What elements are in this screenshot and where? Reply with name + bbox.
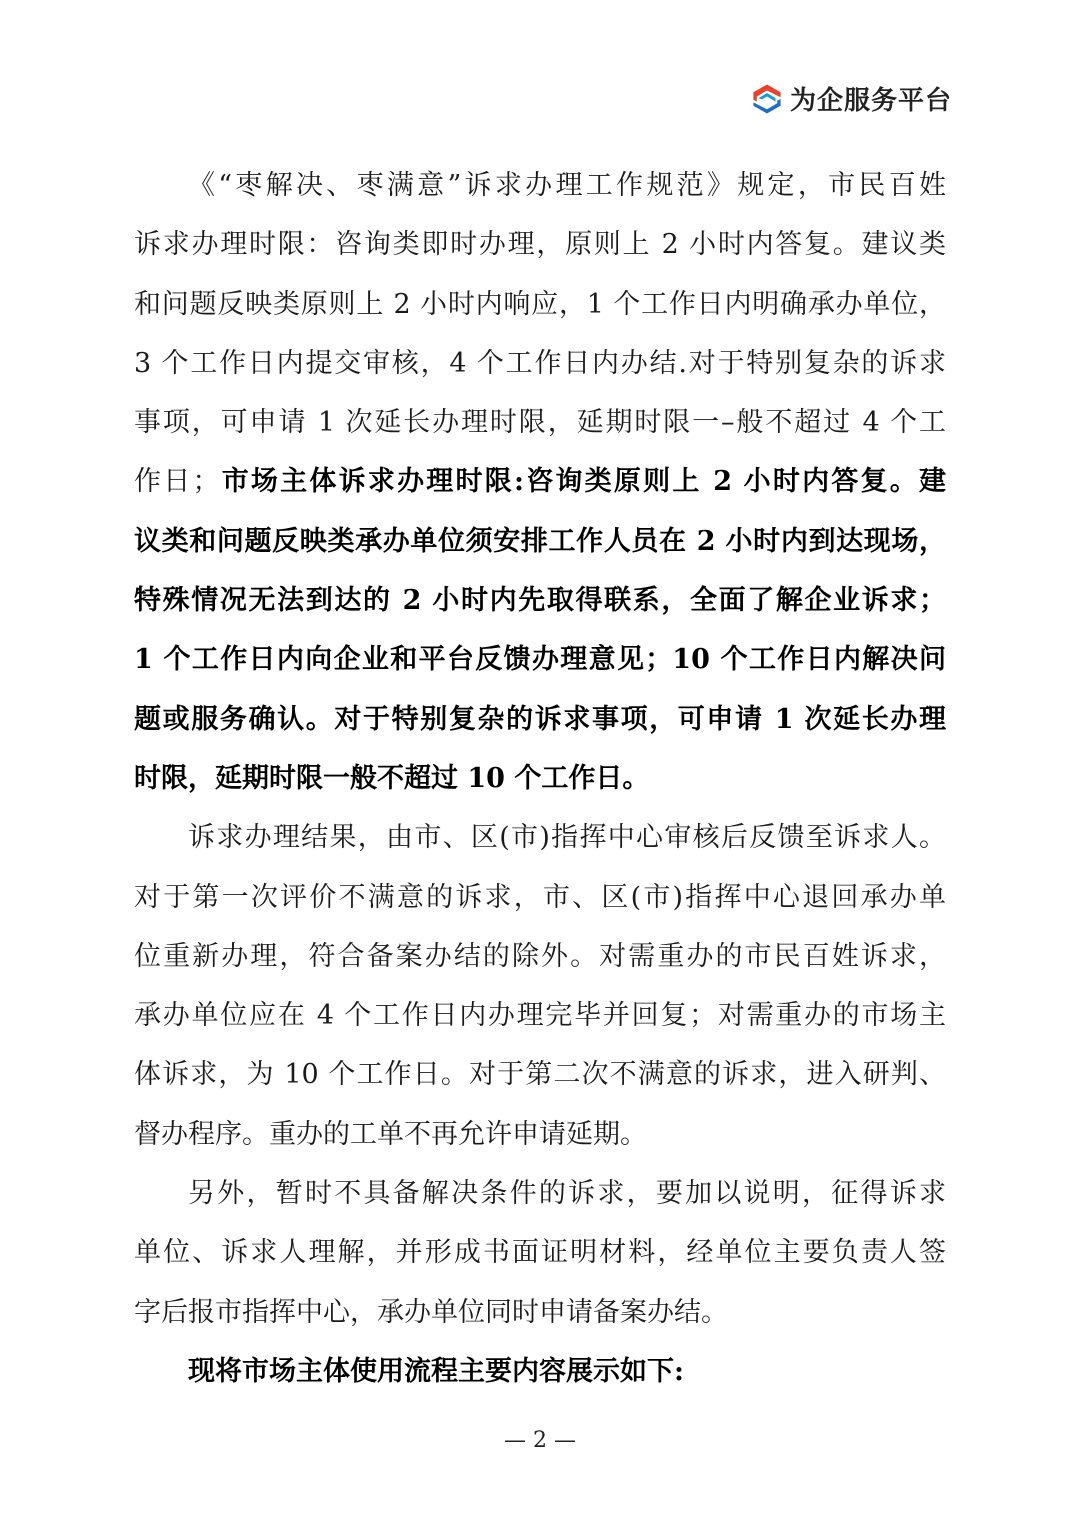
paragraph-line-bold: 现将市场主体使用流程主要内容展示如下: [188, 1355, 684, 1387]
paragraph-line: 诉求办理结果，由市、区(市)指挥中心审核后反馈至诉求人。 [188, 822, 946, 854]
paragraph-line-bold: 1 个工作日内向企业和平台反馈办理意见；10 个工作日内解决问 [134, 644, 946, 676]
paragraph-text-bold: 市场主体诉求办理时限:咨询类原则上 2 小时内答复。建 [219, 466, 946, 498]
paragraph-line: 诉求办理时限：咨询类即时办理，原则上 2 小时内答复。建议类 [134, 229, 946, 261]
platform-logo-icon [750, 82, 784, 116]
document-body [134, 156, 946, 1401]
brand-name: 为企服务平台 [790, 86, 953, 116]
paragraph-line-mixed [134, 452, 946, 511]
paragraph-line-bold: 特殊情况无法到达的 2 小时内先取得联系，全面了解企业诉求； [134, 585, 946, 617]
paragraph-text-normal: 作日； [134, 466, 220, 498]
paragraph-line: 位重新办理，符合备案办结的除外。对需重办的市民百姓诉求， [134, 940, 946, 972]
header-brand [750, 80, 952, 117]
paragraph-line: 事项，可申请 1 次延长办理时限，延期时限一–般不超过 4 个工 [134, 407, 946, 439]
paragraph-line: 3 个工作日内提交审核，4 个工作日内办结.对于特别复杂的诉求 [134, 347, 946, 379]
paragraph-line: 督办程序。重办的工单不再允许申请延期。 [134, 1118, 647, 1150]
paragraph-line: 《“枣解决、枣满意”诉求办理工作规范》规定，市民百姓 [188, 170, 946, 201]
paragraph-line: 另外，暂时不具备解决条件的诉求，要加以说明，征得诉求 [188, 1178, 946, 1210]
paragraph-line-bold: 议类和问题反映类承办单位须安排工作人员在 2 小时内到达现场， [134, 525, 946, 557]
paragraph-line: 单位、诉求人理解，并形成书面证明材料，经单位主要负责人签 [134, 1237, 946, 1269]
paragraph-line: 对于第一次评价不满意的诉求，市、区(市)指挥中心退回承办单 [134, 881, 946, 913]
paragraph-line-bold: 题或服务确认。对于特别复杂的诉求事项，可申请 1 次延长办理 [134, 703, 946, 735]
paragraph-line: 字后报市指挥中心，承办单位同时申请备案办结。 [134, 1296, 728, 1328]
paragraph-line-bold: 时限，延期时限一般不超过 10 个工作日。 [134, 762, 650, 794]
paragraph-line: 和问题反映类原则上 2 小时内响应，1 个工作日内明确承办单位， [134, 288, 946, 320]
paragraph-line: 体诉求，为 10 个工作日。对于第二次不满意的诉求，进入研判、 [134, 1059, 946, 1091]
page-number: — 2 — [504, 1428, 576, 1453]
paragraph-line: 承办单位应在 4 个工作日内办理完毕并回复；对需重办的市场主 [134, 1000, 946, 1032]
